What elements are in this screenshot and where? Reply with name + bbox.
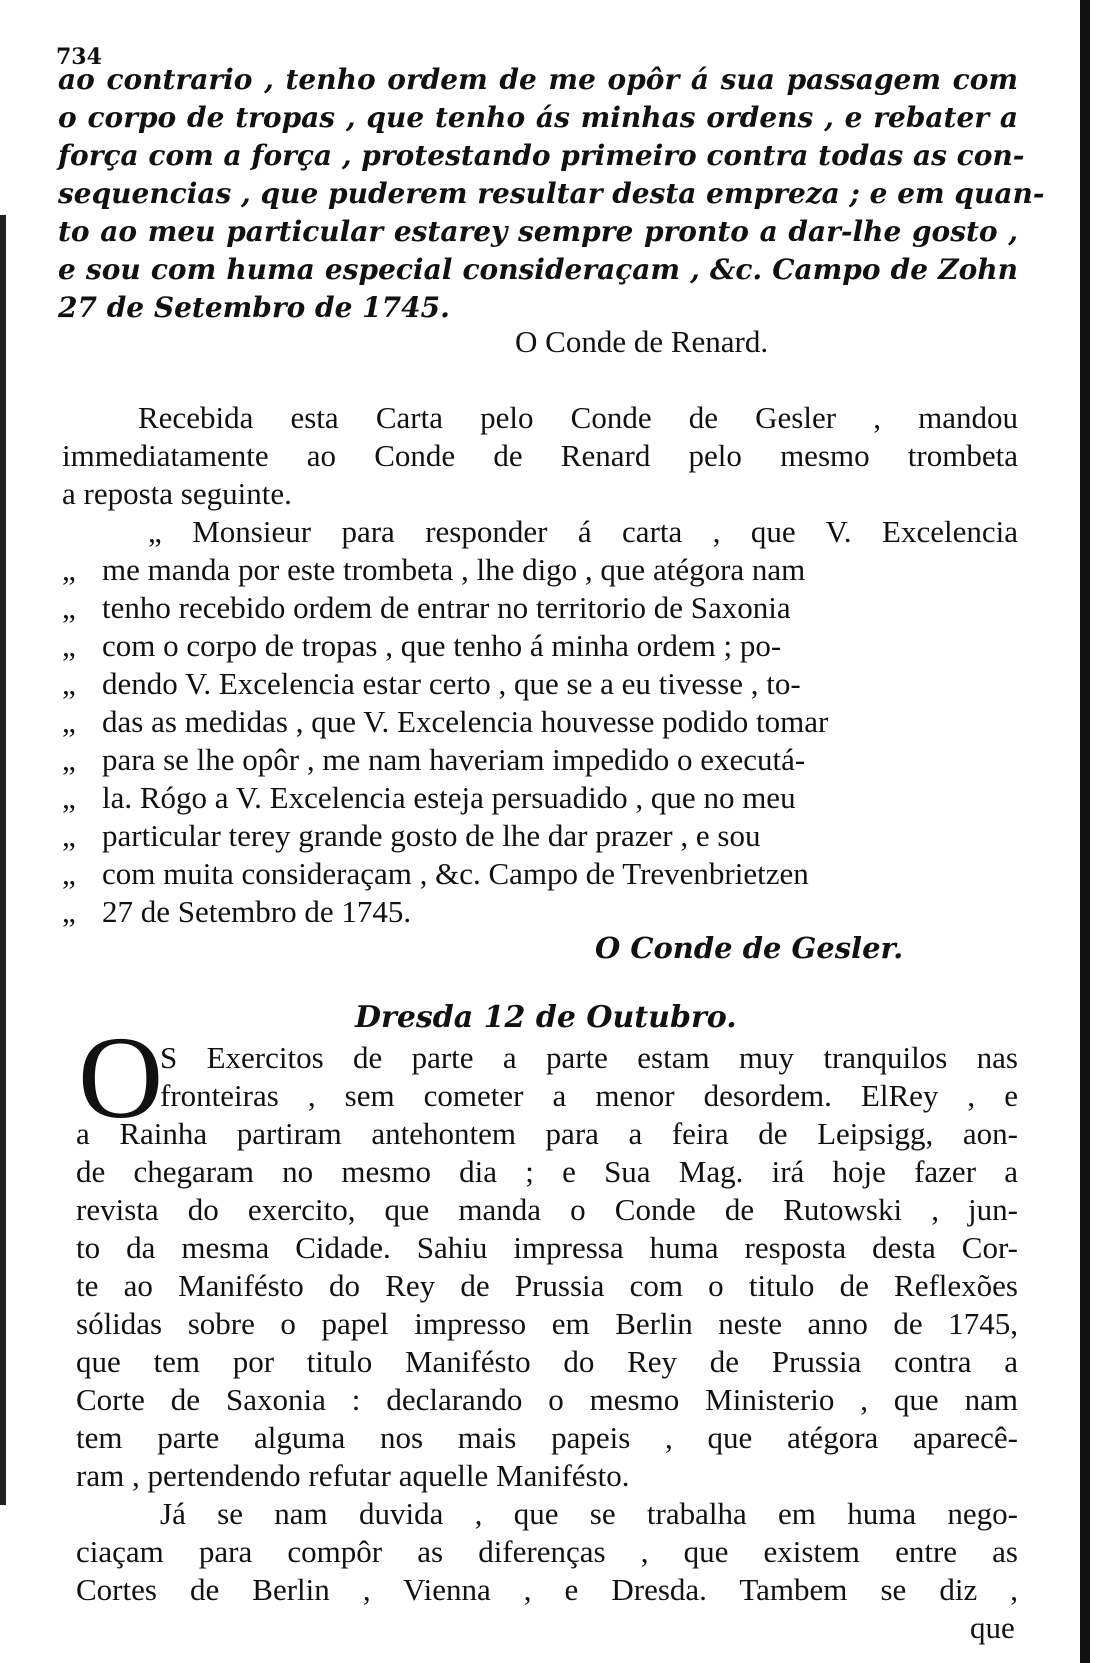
- dispatch-line: Corte de Saxonia : declarando o mesmo Ministerio , que nam: [76, 1382, 1018, 1417]
- gesler-letter-line: [62, 818, 1018, 854]
- dispatch-line: tem parte alguma nos mais papeis , que atégora aparecê-: [76, 1420, 1018, 1455]
- drop-cap: O: [78, 1012, 164, 1143]
- gesler-letter-line: [62, 742, 1018, 778]
- quote-mark: „: [148, 514, 162, 549]
- gesler-letter-text: la. Rógo a V. Excelencia esteja persuadido , que no meu: [102, 780, 796, 815]
- gesler-letter-line: [62, 628, 1018, 664]
- gesler-letter-text: das as medidas , que V. Excelencia houvesse podido tomar: [102, 704, 829, 739]
- gesler-letter-text: particular terey grande gosto de lhe dar prazer , e sou: [102, 818, 761, 853]
- renard-letter-line: ao contrario , tenho ordem de me opôr á sua passagem com: [58, 63, 1018, 96]
- renard-letter-line: to ao meu particular estarey sempre pronto a dar-lhe gosto ,: [58, 215, 1018, 248]
- binding-edge-shadow: [0, 215, 6, 1505]
- renard-signature: O Conde de Renard.: [515, 324, 769, 359]
- dispatch-line: revista do exercito, que manda o Conde de Rutowski , jun-: [76, 1192, 1018, 1227]
- dispatch-line: Já se nam duvida , que se trabalha em huma nego-: [160, 1496, 1018, 1531]
- gesler-letter-line: [62, 856, 1018, 892]
- renard-letter-line: e sou com huma especial consideraçam , &c. Campo de Zohn: [58, 253, 1018, 286]
- dispatch-line: de chegaram no mesmo dia ; e Sua Mag. irá hoje fazer a: [76, 1154, 1018, 1189]
- quote-mark: „: [62, 818, 76, 853]
- gesler-letter-text: me manda por este trombeta , lhe digo , que atégora nam: [102, 552, 806, 587]
- gesler-letter-text: tenho recebido ordem de entrar no territorio de Saxonia: [102, 590, 791, 625]
- dispatch-line: a Rainha partiram antehontem para a feira de Leipsigg, aon-: [76, 1116, 1018, 1151]
- renard-letter-line: o corpo de tropas , que tenho ás minhas ordens , e rebater a: [58, 101, 1018, 134]
- gesler-letter-line: [62, 780, 1018, 816]
- dispatch-line: ram , pertendendo refutar aquelle Manifésto.: [76, 1458, 630, 1493]
- dispatch-line: S Exercitos de parte a parte estam muy tranquilos nas: [160, 1040, 1018, 1075]
- dispatch-line: que tem por titulo Manifésto do Rey de Prussia contra a: [76, 1344, 1018, 1379]
- gesler-letter-text: com o corpo de tropas , que tenho á minha ordem ; po-: [102, 628, 782, 663]
- gesler-letter-text: para se lhe opôr , me nam haveriam impedido o executá-: [102, 742, 806, 777]
- quote-mark: „: [62, 552, 76, 587]
- narration-line: immediatamente ao Conde de Renard pelo mesmo trombeta: [62, 438, 1018, 473]
- catchword: que: [970, 1610, 1015, 1645]
- quote-mark: „: [62, 590, 76, 625]
- dispatch-line: te ao Manifésto do Rey de Prussia com o titulo de Reflexões: [76, 1268, 1018, 1303]
- gesler-letter-line: [62, 590, 1018, 626]
- quote-mark: „: [62, 856, 76, 891]
- gesler-letter-text: 27 de Setembro de 1745.: [102, 894, 412, 929]
- page-number: 734: [56, 44, 102, 70]
- gesler-letter-line: [62, 666, 1018, 702]
- quote-mark: „: [62, 894, 76, 929]
- dispatch-line: sólidas sobre o papel impresso em Berlin neste anno de 1745,: [76, 1306, 1018, 1341]
- renard-letter-line: força com a força , protestando primeiro contra todas as con-: [58, 139, 1025, 172]
- gesler-letter-text: Monsieur para responder á carta , que V. Excelencia: [192, 514, 1019, 549]
- quote-mark: „: [62, 704, 76, 739]
- dispatch-line: Cortes de Berlin , Vienna , e Dresda. Tambem se diz ,: [76, 1572, 1018, 1607]
- quote-mark: „: [62, 628, 76, 663]
- dispatch-line: ciaçam para compôr as diferenças , que existem entre as: [76, 1534, 1018, 1569]
- page-edge-shadow: [1080, 0, 1090, 1663]
- quote-mark: „: [62, 666, 76, 701]
- quote-mark: „: [62, 742, 76, 777]
- dispatch-line: to da mesma Cidade. Sahiu impressa huma resposta desta Cor-: [76, 1230, 1018, 1265]
- gesler-letter-text: com muita consideraçam , &c. Campo de Trevenbrietzen: [102, 856, 809, 891]
- renard-letter-line: sequencias , que puderem resultar desta empreza ; e em quan-: [58, 177, 1045, 210]
- gesler-letter-text: dendo V. Excelencia estar certo , que se a eu tivesse , to-: [102, 666, 801, 701]
- renard-letter-line: 27 de Setembro de 1745.: [58, 291, 450, 324]
- gesler-letter-line: [62, 894, 1018, 930]
- narration-line: Recebida esta Carta pelo Conde de Gesler , mandou: [138, 400, 1018, 435]
- narration-line: a reposta seguinte.: [62, 476, 292, 511]
- gesler-letter-line: [148, 514, 1018, 550]
- dispatch-line: fronteiras , sem cometer a menor desordem. ElRey , e: [160, 1078, 1018, 1113]
- gesler-letter-line: [62, 704, 1018, 740]
- dispatch-heading: Dresda 12 de Outubro.: [355, 1000, 737, 1035]
- quote-mark: „: [62, 780, 76, 815]
- gesler-letter-line: [62, 552, 1018, 588]
- gesler-signature: O Conde de Gesler.: [595, 931, 904, 965]
